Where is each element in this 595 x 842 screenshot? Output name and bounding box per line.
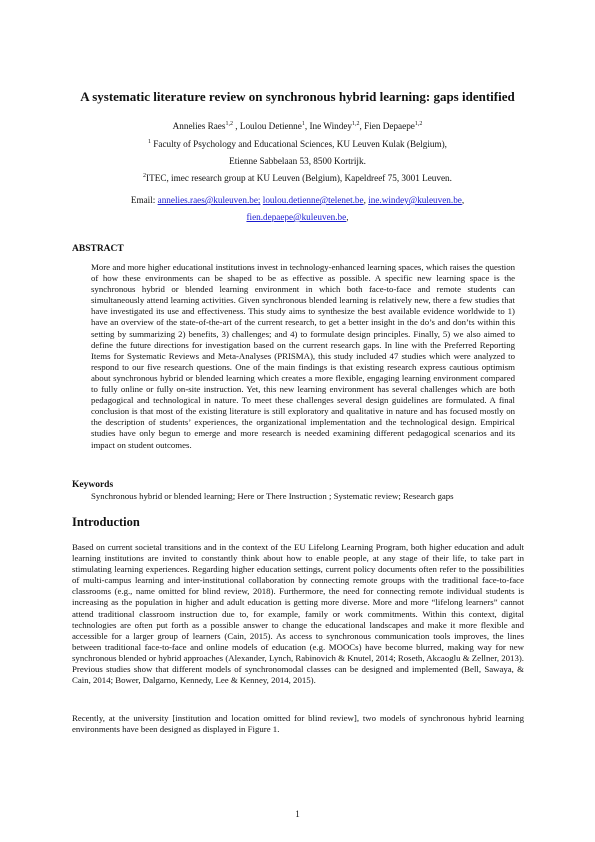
affiliation-mark: 2 [143, 172, 147, 179]
author-name: , Loulou Detienne [232, 121, 302, 131]
affiliation-2 [60, 173, 535, 184]
email-separator: , [461, 195, 465, 205]
author-affiliation-mark: 1,2 [225, 120, 233, 127]
abstract-heading: ABSTRACT [72, 244, 124, 254]
author-name: , Fien Depaepe [359, 121, 415, 131]
author-affiliation-mark: 1,2 [352, 120, 360, 127]
email-list [60, 192, 535, 226]
abstract-text: More and more higher educational institutions invest in technology-enhanced learning spaces, which raises the question of how these environments can be shaped to be as effective as possible. A specific new learning space is the synchronous hybrid or blended learning environment in which both face-to-face and remote students can simultaneously attend learning activities. Given synchronous blended learning is relatively new, there a few studies that have investigated its use and effectiveness. This study aims to synthesize the best available evidence worldwide to 1) have an overview of the state-of-the-art of the current research, to get a better insight in the do’s and don’ts within this setting by summarizing 2) benefits, 3) challenges; and 4) to formulate design principles. Finally, 5) we also aimed to define the future directions for investigation based on the current research gaps. In line with the Preferred Reporting Items for Systematic Reviews and Meta-Analyses (PRISMA), this study included 47 studies which were analyzed to respond to our five research questions. One of the main findings is that existing research express cautious optimism about synchronous hybrid or blended learning which creates a more flexible, engaging learning environment compared to fully online or fully on-site instruction. Yet, this new learning environment has several challenges which are both pedagogical and technological in nature. To meet these challenges several design guidelines are formulated. A final conclusion is that most of the existing literature is still exploratory and qualitative in nature and has focused mostly on the description of students’ experiences, the organizational implementation and the technological design. Empirical studies have only begun to emerge and more research is needed examining different pedagogical scenarios and its impact on student outcomes. [91, 262, 515, 450]
affiliation-1-address: Etienne Sabbelaan 53, 8500 Kortrijk. [229, 156, 366, 166]
email-end: , [346, 212, 349, 222]
page-number: 1 [295, 809, 300, 819]
email-link-depaepe[interactable]: fien.depaepe@kuleuven.be [246, 212, 347, 222]
introduction-heading: Introduction [72, 515, 140, 529]
author-affiliation-mark: 1,2 [414, 120, 423, 127]
author-name: Annelies Raes [172, 121, 226, 131]
email-link-detienne[interactable]: loulou.detienne@telenet.be [262, 195, 364, 205]
author-affiliation-mark: 1 [301, 120, 305, 127]
affiliation-mark: 1 [148, 138, 151, 145]
introduction-paragraph-2: Recently, at the university [institution and location omitted for blind review], two models of synchronous hybrid learning environments have been designed as displayed in Figure 1. [72, 713, 524, 735]
keywords-text: Synchronous hybrid or blended learning; Here or There Instruction ; Systematic review; Research gaps [91, 491, 454, 501]
email-link-raes[interactable]: annelies.raes@kuleuven.be; [157, 195, 261, 205]
affiliation-1 [60, 139, 535, 150]
author-list [60, 121, 535, 132]
email-separator: , [363, 195, 369, 205]
email-link-windey[interactable]: ine.windey@kuleuven.be [368, 195, 462, 205]
affiliation-text: Faculty of Psychology and Educational Sciences, KU Leuven Kulak (Belgium), [151, 139, 447, 149]
email-label: Email: [130, 195, 158, 205]
author-name: , Ine Windey [304, 121, 353, 131]
introduction-paragraph-1: Based on current societal transitions and in the context of the EU Lifelong Learning Program, both higher education and adult learning institutions are invited to constantly think about how to enable people, at any stage of their life, to take part in stimulating learning experiences. Regarding higher education settings, current policy documents often refer to the possibilities of multi-campus learning and inter-institutional collaboration by connecting remote groups with the traditional face-to-face classrooms (e.g., name omitted for blind review, 2018). Furthermore, the need for connecting remote individual students is increasing as the population in higher and adult education is getting more diverse. More and more “lifelong learners” cannot attend traditional classroom instruction due to, for example, family or work commitments. Within this context, digital technologies are often put forth as a possible answer to change the educational landscapes and make it more flexible and accessible for a larger group of learners (Cain, 2015). As access to synchronous communication tools improves, the lines between traditional face-to-face and online models of education (e.g. MOOCs) have become blurred, making way for new synchronous blended or hybrid approaches (Alexander, Lynch, Rabinovich & Knutel, 2014; Roseth, Akcaoglu & Zellner, 2013). Previous studies show that different models of synchronomodal classes can be designed and implemented (Bell, Sawaya, & Cain, 2014; Bower, Dalgarno, Kennedy, Lee & Kenney, 2014, 2015). [72, 542, 524, 686]
paper-title: A systematic literature review on synchronous hybrid learning: gaps identified [80, 89, 515, 104]
affiliation-text: ITEC, imec research group at KU Leuven (Belgium), Kapeldreef 75, 3001 Leuven. [146, 173, 452, 183]
keywords-heading: Keywords [72, 480, 114, 490]
